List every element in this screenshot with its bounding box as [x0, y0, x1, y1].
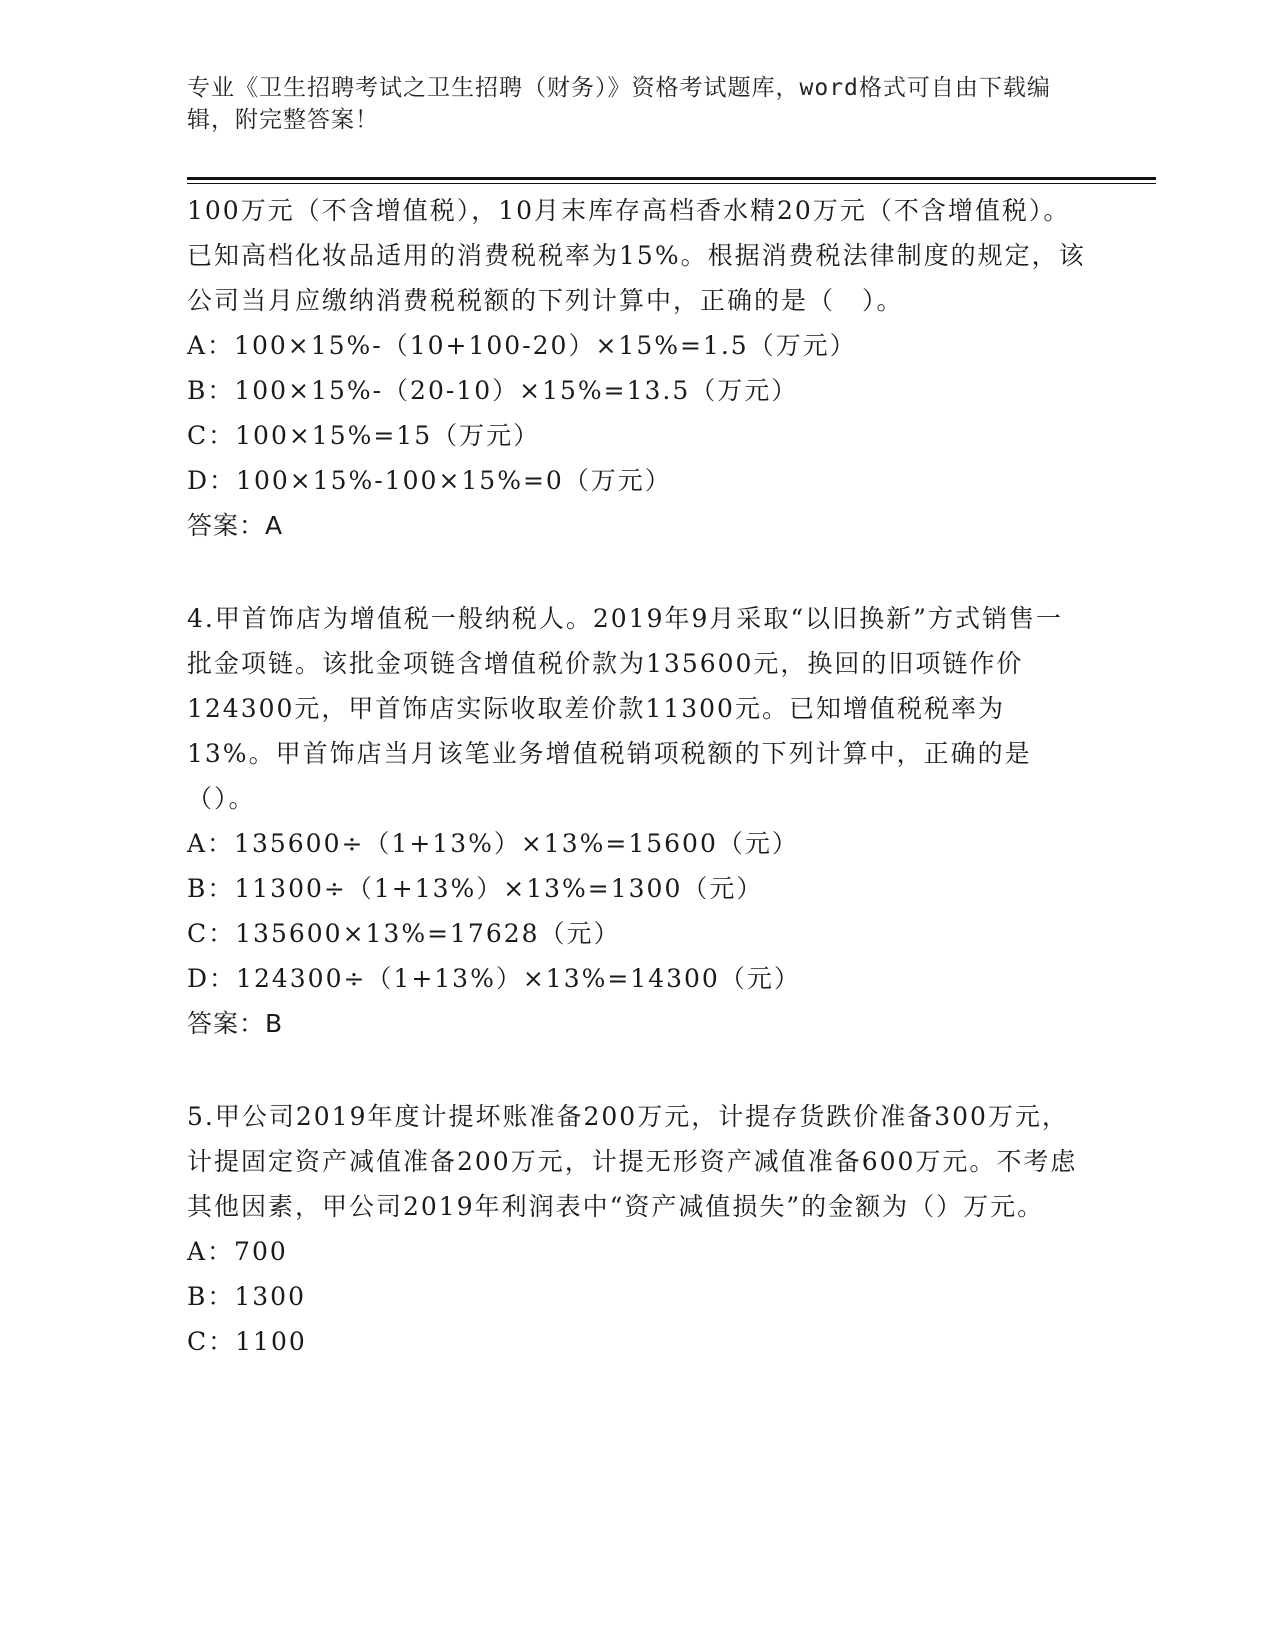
question-stem: 5.甲公司2019年度计提坏账准备200万元，计提存货跌价准备300万元，计提固定资产减值准备200万元，计提无形资产减值准备600万元。不考虑其他因素，甲公司2019年利润表中“资产减值损失”的金额为（）万元。: [187, 1102, 1078, 1221]
answer-line: 答案：B: [187, 1009, 284, 1038]
option-d: D：124300÷（1+13%）×13%=14300（元）: [187, 964, 801, 993]
option-a: A：135600÷（1+13%）×13%=15600（元）: [187, 829, 799, 858]
question-item: [187, 596, 1087, 1046]
header-divider-thick: [187, 177, 1156, 180]
header-divider-thin: [187, 183, 1156, 184]
document-header: 专业《卫生招聘考试之卫生招聘（财务）》资格考试题库，word格式可自由下载编辑，附完整答案！: [187, 75, 1051, 133]
option-a: A：100×15%-（10+100-20）×15%=1.5（万元）: [187, 331, 857, 360]
option-d: D：100×15%-100×15%=0（万元）: [187, 466, 672, 495]
option-b: B：11300÷（1+13%）×13%=1300（元）: [187, 874, 764, 903]
question-item: [187, 1094, 1087, 1364]
question-stem: 100万元（不含增值税），10月末库存高档香水精20万元（不含增值税）。已知高档化妆品适用的消费税税率为15%。根据消费税法律制度的规定，该公司当月应缴纳消费税税额的下列计算中，正确的是（ ）。: [187, 196, 1086, 315]
option-a: A：700: [187, 1237, 288, 1266]
answer-line: 答案：A: [187, 511, 284, 540]
option-b: B：1300: [187, 1282, 306, 1311]
question-item: [187, 188, 1087, 548]
option-c: C：100×15%=15（万元）: [187, 421, 541, 450]
question-list: [187, 188, 1087, 1364]
option-b: B：100×15%-（20-10）×15%=13.5（万元）: [187, 376, 799, 405]
option-c: C：135600×13%=17628（元）: [187, 919, 621, 948]
question-stem: 4.甲首饰店为增值税一般纳税人。2019年9月采取“以旧换新”方式销售一批金项链。该批金项链含增值税价款为135600元，换回的旧项链作价124300元，甲首饰店实际收取差价款11300元。已知增值税税率为13%。甲首饰店当月该笔业务增值税销项税额的下列计算中，正确的是（）。: [187, 604, 1063, 813]
option-c: C：1100: [187, 1327, 307, 1356]
